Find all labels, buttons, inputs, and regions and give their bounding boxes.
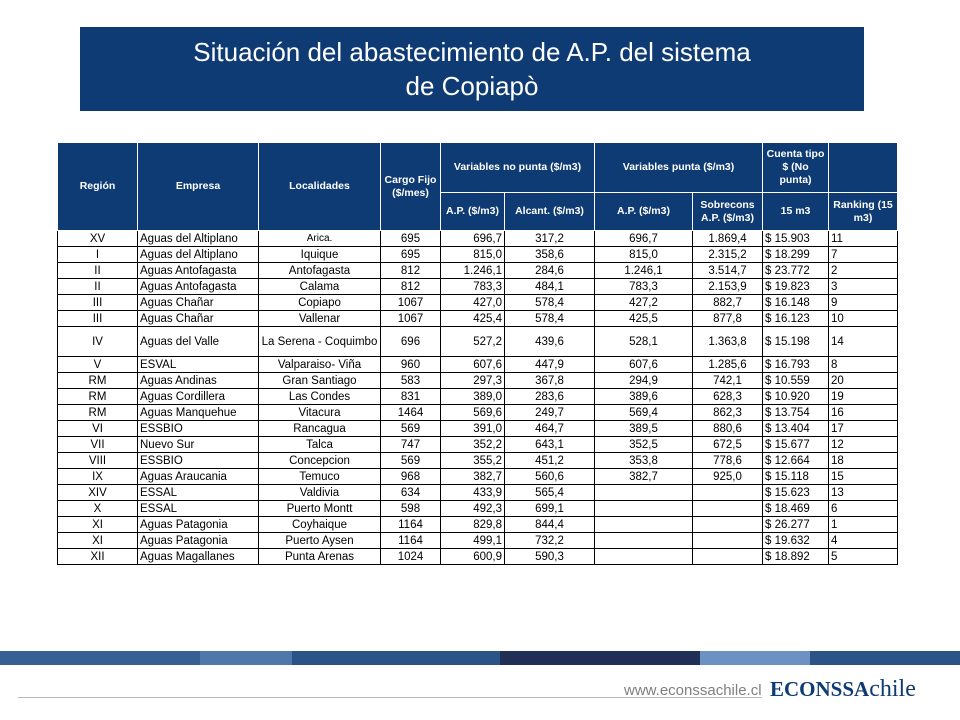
cell-alcant: 844,4	[505, 517, 595, 533]
header-ap-punta: A.P. ($/m3)	[595, 193, 693, 231]
cell-empresa: ESSAL	[138, 501, 259, 517]
cell-ranking: 7	[829, 247, 898, 263]
cell-alcant: 560,6	[505, 469, 595, 485]
header-cargo-fijo: Cargo Fijo ($/mes)	[381, 143, 441, 231]
cell-localidad: Punta Arenas	[259, 549, 381, 565]
cell-ranking: 12	[829, 437, 898, 453]
cell-alcant: 249,7	[505, 405, 595, 421]
cell-ranking: 4	[829, 533, 898, 549]
cell-cargo-fijo: 696	[381, 327, 441, 357]
cell-ap-punta: 1.246,1	[595, 263, 693, 279]
cell-alcant: 451,2	[505, 453, 595, 469]
cell-region: VIII	[58, 453, 138, 469]
slide-title	[193, 35, 750, 103]
footer-color-bar	[0, 651, 960, 665]
cell-cuenta-15m3: $ 15.118	[763, 469, 829, 485]
cell-sobrecons: 877,8	[693, 311, 763, 327]
cell-localidad: Valdivia	[259, 485, 381, 501]
cell-ranking: 8	[829, 357, 898, 373]
cell-cargo-fijo: 831	[381, 389, 441, 405]
cell-ap-punta	[595, 533, 693, 549]
header-cuenta-tipo: Cuenta tipo $ (No punta)	[763, 143, 829, 193]
cell-localidad: Concepcion	[259, 453, 381, 469]
cell-sobrecons: 2.315,2	[693, 247, 763, 263]
cell-ranking: 14	[829, 327, 898, 357]
cell-localidad: Vitacura	[259, 405, 381, 421]
cell-ranking: 15	[829, 469, 898, 485]
cell-ranking: 1	[829, 517, 898, 533]
header-localidades: Localidades	[259, 143, 381, 231]
cell-ap-no-punta: 355,2	[441, 453, 505, 469]
table-row	[58, 549, 898, 565]
cell-cargo-fijo: 569	[381, 453, 441, 469]
cell-ap-no-punta: 352,2	[441, 437, 505, 453]
cell-sobrecons: 1.363,8	[693, 327, 763, 357]
cell-alcant: 367,8	[505, 373, 595, 389]
header-region: Región	[58, 143, 138, 231]
cell-cargo-fijo: 1067	[381, 295, 441, 311]
table-row	[58, 263, 898, 279]
cell-sobrecons: 3.514,7	[693, 263, 763, 279]
cell-ap-no-punta: 297,3	[441, 373, 505, 389]
cell-region: V	[58, 357, 138, 373]
cell-ranking: 9	[829, 295, 898, 311]
cell-cuenta-15m3: $ 16.793	[763, 357, 829, 373]
table-row	[58, 453, 898, 469]
cell-region: III	[58, 311, 138, 327]
cell-ap-no-punta: 427,0	[441, 295, 505, 311]
cell-region: XI	[58, 517, 138, 533]
slide-title-line1: Situación del abastecimiento de A.P. del sistema	[193, 37, 751, 67]
cell-localidad: Las Condes	[259, 389, 381, 405]
cell-ap-no-punta: 696,7	[441, 231, 505, 247]
table-row	[58, 421, 898, 437]
cell-ranking: 11	[829, 231, 898, 247]
cell-empresa: ESSBIO	[138, 453, 259, 469]
cell-alcant: 578,4	[505, 295, 595, 311]
cell-cuenta-15m3: $ 13.404	[763, 421, 829, 437]
table-row	[58, 357, 898, 373]
cell-region: II	[58, 263, 138, 279]
cell-ap-no-punta: 492,3	[441, 501, 505, 517]
cell-ap-no-punta: 829,8	[441, 517, 505, 533]
cell-region: RM	[58, 389, 138, 405]
cell-cargo-fijo: 960	[381, 357, 441, 373]
cell-cargo-fijo: 1164	[381, 533, 441, 549]
cell-cargo-fijo: 634	[381, 485, 441, 501]
cell-ap-punta	[595, 485, 693, 501]
cell-ap-punta: 783,3	[595, 279, 693, 295]
logo-brand-light: chile	[869, 676, 916, 702]
cell-empresa: Aguas Andinas	[138, 373, 259, 389]
cell-ap-punta: 352,5	[595, 437, 693, 453]
cell-empresa: Aguas del Valle	[138, 327, 259, 357]
cell-localidad: Rancagua	[259, 421, 381, 437]
cell-region: XII	[58, 549, 138, 565]
table-row	[58, 327, 898, 357]
cell-ranking: 13	[829, 485, 898, 501]
cell-alcant: 317,2	[505, 231, 595, 247]
cell-localidad: Gran Santiago	[259, 373, 381, 389]
cell-ranking: 18	[829, 453, 898, 469]
cell-sobrecons	[693, 549, 763, 565]
cell-ap-punta	[595, 517, 693, 533]
cell-localidad: Arica.	[259, 231, 381, 247]
cell-cuenta-15m3: $ 15.198	[763, 327, 829, 357]
cell-ap-no-punta: 607,6	[441, 357, 505, 373]
header-empresa: Empresa	[138, 143, 259, 231]
cell-empresa: Aguas del Altiplano	[138, 231, 259, 247]
cell-cargo-fijo: 695	[381, 231, 441, 247]
cell-ap-no-punta: 527,2	[441, 327, 505, 357]
cell-cuenta-15m3: $ 10.920	[763, 389, 829, 405]
slide-title-box	[80, 27, 864, 111]
cell-region: X	[58, 501, 138, 517]
logo-brand-bold: ECONSSA	[770, 677, 870, 701]
cell-cuenta-15m3: $ 15.677	[763, 437, 829, 453]
cell-region: III	[58, 295, 138, 311]
cell-cuenta-15m3: $ 10.559	[763, 373, 829, 389]
table-row	[58, 533, 898, 549]
cell-ap-punta: 353,8	[595, 453, 693, 469]
cell-ap-punta: 382,7	[595, 469, 693, 485]
cell-region: XI	[58, 533, 138, 549]
cell-sobrecons: 1.869,4	[693, 231, 763, 247]
cell-sobrecons: 882,7	[693, 295, 763, 311]
cell-empresa: Aguas Antofagasta	[138, 279, 259, 295]
cell-sobrecons: 628,3	[693, 389, 763, 405]
cell-cargo-fijo: 583	[381, 373, 441, 389]
table-row	[58, 373, 898, 389]
cell-cuenta-15m3: $ 18.299	[763, 247, 829, 263]
header-sobrecons: Sobrecons A.P. ($/m3)	[693, 193, 763, 231]
header-alcant: Alcant. ($/m3)	[505, 193, 595, 231]
footer-logo	[770, 676, 916, 703]
cell-empresa: ESSBIO	[138, 421, 259, 437]
footer-url: www.econssachile.cl	[624, 682, 762, 699]
cell-ranking: 5	[829, 549, 898, 565]
table-row	[58, 437, 898, 453]
cell-alcant: 447,9	[505, 357, 595, 373]
cell-localidad: Valparaiso- Viña	[259, 357, 381, 373]
cell-ranking: 10	[829, 311, 898, 327]
cell-alcant: 484,1	[505, 279, 595, 295]
bar-segment	[500, 651, 700, 665]
table-body	[58, 231, 898, 565]
header-ranking: Ranking (15 m3)	[829, 193, 898, 231]
cell-cuenta-15m3: $ 18.469	[763, 501, 829, 517]
cell-cargo-fijo: 812	[381, 279, 441, 295]
cell-sobrecons: 925,0	[693, 469, 763, 485]
cell-region: IV	[58, 327, 138, 357]
cell-sobrecons	[693, 485, 763, 501]
cell-region: XV	[58, 231, 138, 247]
cell-localidad: Antofagasta	[259, 263, 381, 279]
cell-empresa: Aguas Antofagasta	[138, 263, 259, 279]
cell-localidad: Temuco	[259, 469, 381, 485]
cell-ranking: 2	[829, 263, 898, 279]
cell-ap-no-punta: 783,3	[441, 279, 505, 295]
cell-ranking: 6	[829, 501, 898, 517]
cell-sobrecons: 742,1	[693, 373, 763, 389]
cell-empresa: ESSAL	[138, 485, 259, 501]
cell-ap-no-punta: 1.246,1	[441, 263, 505, 279]
table-row	[58, 231, 898, 247]
table-row	[58, 501, 898, 517]
table-row	[58, 389, 898, 405]
bar-segment	[200, 651, 292, 665]
cell-alcant: 358,6	[505, 247, 595, 263]
cell-cuenta-15m3: $ 15.903	[763, 231, 829, 247]
cell-region: II	[58, 279, 138, 295]
cell-alcant: 284,6	[505, 263, 595, 279]
slide-title-line2: de Copiapò	[405, 71, 539, 101]
cell-region: RM	[58, 405, 138, 421]
table-row	[58, 247, 898, 263]
cell-sobrecons: 880,6	[693, 421, 763, 437]
cell-ap-no-punta: 389,0	[441, 389, 505, 405]
bar-segment	[0, 651, 200, 665]
cell-empresa: Aguas Araucania	[138, 469, 259, 485]
cell-ap-no-punta: 433,9	[441, 485, 505, 501]
cell-ap-no-punta: 569,6	[441, 405, 505, 421]
cell-ap-no-punta: 815,0	[441, 247, 505, 263]
cell-cuenta-15m3: $ 13.754	[763, 405, 829, 421]
cell-ap-punta: 528,1	[595, 327, 693, 357]
table-row	[58, 485, 898, 501]
cell-sobrecons	[693, 501, 763, 517]
cell-region: XIV	[58, 485, 138, 501]
cell-alcant: 643,1	[505, 437, 595, 453]
cell-cargo-fijo: 812	[381, 263, 441, 279]
cell-cuenta-15m3: $ 16.123	[763, 311, 829, 327]
cell-ap-punta: 696,7	[595, 231, 693, 247]
header-ap-no-punta: A.P. ($/m3)	[441, 193, 505, 231]
cell-alcant: 578,4	[505, 311, 595, 327]
cell-alcant: 283,6	[505, 389, 595, 405]
cell-empresa: Aguas Patagonia	[138, 517, 259, 533]
cell-ap-punta: 425,5	[595, 311, 693, 327]
cell-cargo-fijo: 569	[381, 421, 441, 437]
cell-region: RM	[58, 373, 138, 389]
cell-localidad: Talca	[259, 437, 381, 453]
cell-ap-punta: 607,6	[595, 357, 693, 373]
cell-alcant: 439,6	[505, 327, 595, 357]
cell-empresa: Aguas Chañar	[138, 295, 259, 311]
cell-ranking: 3	[829, 279, 898, 295]
bar-segment	[700, 651, 810, 665]
table-row	[58, 311, 898, 327]
cell-region: VI	[58, 421, 138, 437]
header-variables-no-punta: Variables no punta ($/m3)	[441, 143, 595, 193]
cell-cargo-fijo: 1024	[381, 549, 441, 565]
table-row	[58, 295, 898, 311]
cell-ap-no-punta: 391,0	[441, 421, 505, 437]
cell-sobrecons: 778,6	[693, 453, 763, 469]
cell-localidad: Copiapo	[259, 295, 381, 311]
table-row	[58, 517, 898, 533]
cell-alcant: 464,7	[505, 421, 595, 437]
cell-empresa: Aguas Magallanes	[138, 549, 259, 565]
cell-cuenta-15m3: $ 15.623	[763, 485, 829, 501]
cell-localidad: Coyhaique	[259, 517, 381, 533]
cell-empresa: Nuevo Sur	[138, 437, 259, 453]
cell-sobrecons: 672,5	[693, 437, 763, 453]
cell-ranking: 20	[829, 373, 898, 389]
cell-ap-punta: 427,2	[595, 295, 693, 311]
cell-empresa: Aguas del Altiplano	[138, 247, 259, 263]
cell-ap-punta: 389,6	[595, 389, 693, 405]
cell-localidad: Puerto Montt	[259, 501, 381, 517]
cell-cargo-fijo: 1464	[381, 405, 441, 421]
header-empty	[829, 143, 898, 193]
cell-sobrecons: 2.153,9	[693, 279, 763, 295]
cell-alcant: 699,1	[505, 501, 595, 517]
cell-ranking: 17	[829, 421, 898, 437]
cell-empresa: Aguas Manquehue	[138, 405, 259, 421]
cell-ap-no-punta: 382,7	[441, 469, 505, 485]
cell-sobrecons: 862,3	[693, 405, 763, 421]
cell-localidad: Iquique	[259, 247, 381, 263]
cell-empresa: Aguas Chañar	[138, 311, 259, 327]
cell-cuenta-15m3: $ 19.823	[763, 279, 829, 295]
cell-cuenta-15m3: $ 18.892	[763, 549, 829, 565]
table-row	[58, 279, 898, 295]
cell-ranking: 19	[829, 389, 898, 405]
cell-cuenta-15m3: $ 19.632	[763, 533, 829, 549]
bar-segment	[810, 651, 960, 665]
cell-ap-punta	[595, 501, 693, 517]
cell-localidad: La Serena - Coquimbo	[259, 327, 381, 357]
bar-segment	[292, 651, 500, 665]
cell-ap-no-punta: 600,9	[441, 549, 505, 565]
cell-cargo-fijo: 598	[381, 501, 441, 517]
cell-localidad: Vallenar	[259, 311, 381, 327]
cell-cuenta-15m3: $ 12.664	[763, 453, 829, 469]
cell-cargo-fijo: 968	[381, 469, 441, 485]
header-15m3: 15 m3	[763, 193, 829, 231]
cell-ap-no-punta: 425,4	[441, 311, 505, 327]
table-row	[58, 405, 898, 421]
cell-cuenta-15m3: $ 23.772	[763, 263, 829, 279]
cell-sobrecons: 1.285,6	[693, 357, 763, 373]
cell-ranking: 16	[829, 405, 898, 421]
cell-empresa: Aguas Cordillera	[138, 389, 259, 405]
cell-sobrecons	[693, 533, 763, 549]
cell-ap-punta: 389,5	[595, 421, 693, 437]
cell-localidad: Puerto Aysen	[259, 533, 381, 549]
cell-ap-punta: 294,9	[595, 373, 693, 389]
cell-alcant: 565,4	[505, 485, 595, 501]
cell-cuenta-15m3: $ 16.148	[763, 295, 829, 311]
header-variables-punta: Variables punta ($/m3)	[595, 143, 763, 193]
cell-ap-no-punta: 499,1	[441, 533, 505, 549]
cell-empresa: ESVAL	[138, 357, 259, 373]
cell-cargo-fijo: 747	[381, 437, 441, 453]
cell-region: VII	[58, 437, 138, 453]
cell-ap-punta: 569,4	[595, 405, 693, 421]
cell-ap-punta: 815,0	[595, 247, 693, 263]
cell-ap-punta	[595, 549, 693, 565]
cell-empresa: Aguas Patagonia	[138, 533, 259, 549]
cell-cargo-fijo: 695	[381, 247, 441, 263]
cell-localidad: Calama	[259, 279, 381, 295]
water-tariff-table	[57, 142, 898, 565]
cell-region: I	[58, 247, 138, 263]
cell-sobrecons	[693, 517, 763, 533]
cell-cargo-fijo: 1164	[381, 517, 441, 533]
cell-region: IX	[58, 469, 138, 485]
table-row	[58, 469, 898, 485]
cell-cuenta-15m3: $ 26.277	[763, 517, 829, 533]
cell-alcant: 590,3	[505, 549, 595, 565]
cell-alcant: 732,2	[505, 533, 595, 549]
cell-cargo-fijo: 1067	[381, 311, 441, 327]
